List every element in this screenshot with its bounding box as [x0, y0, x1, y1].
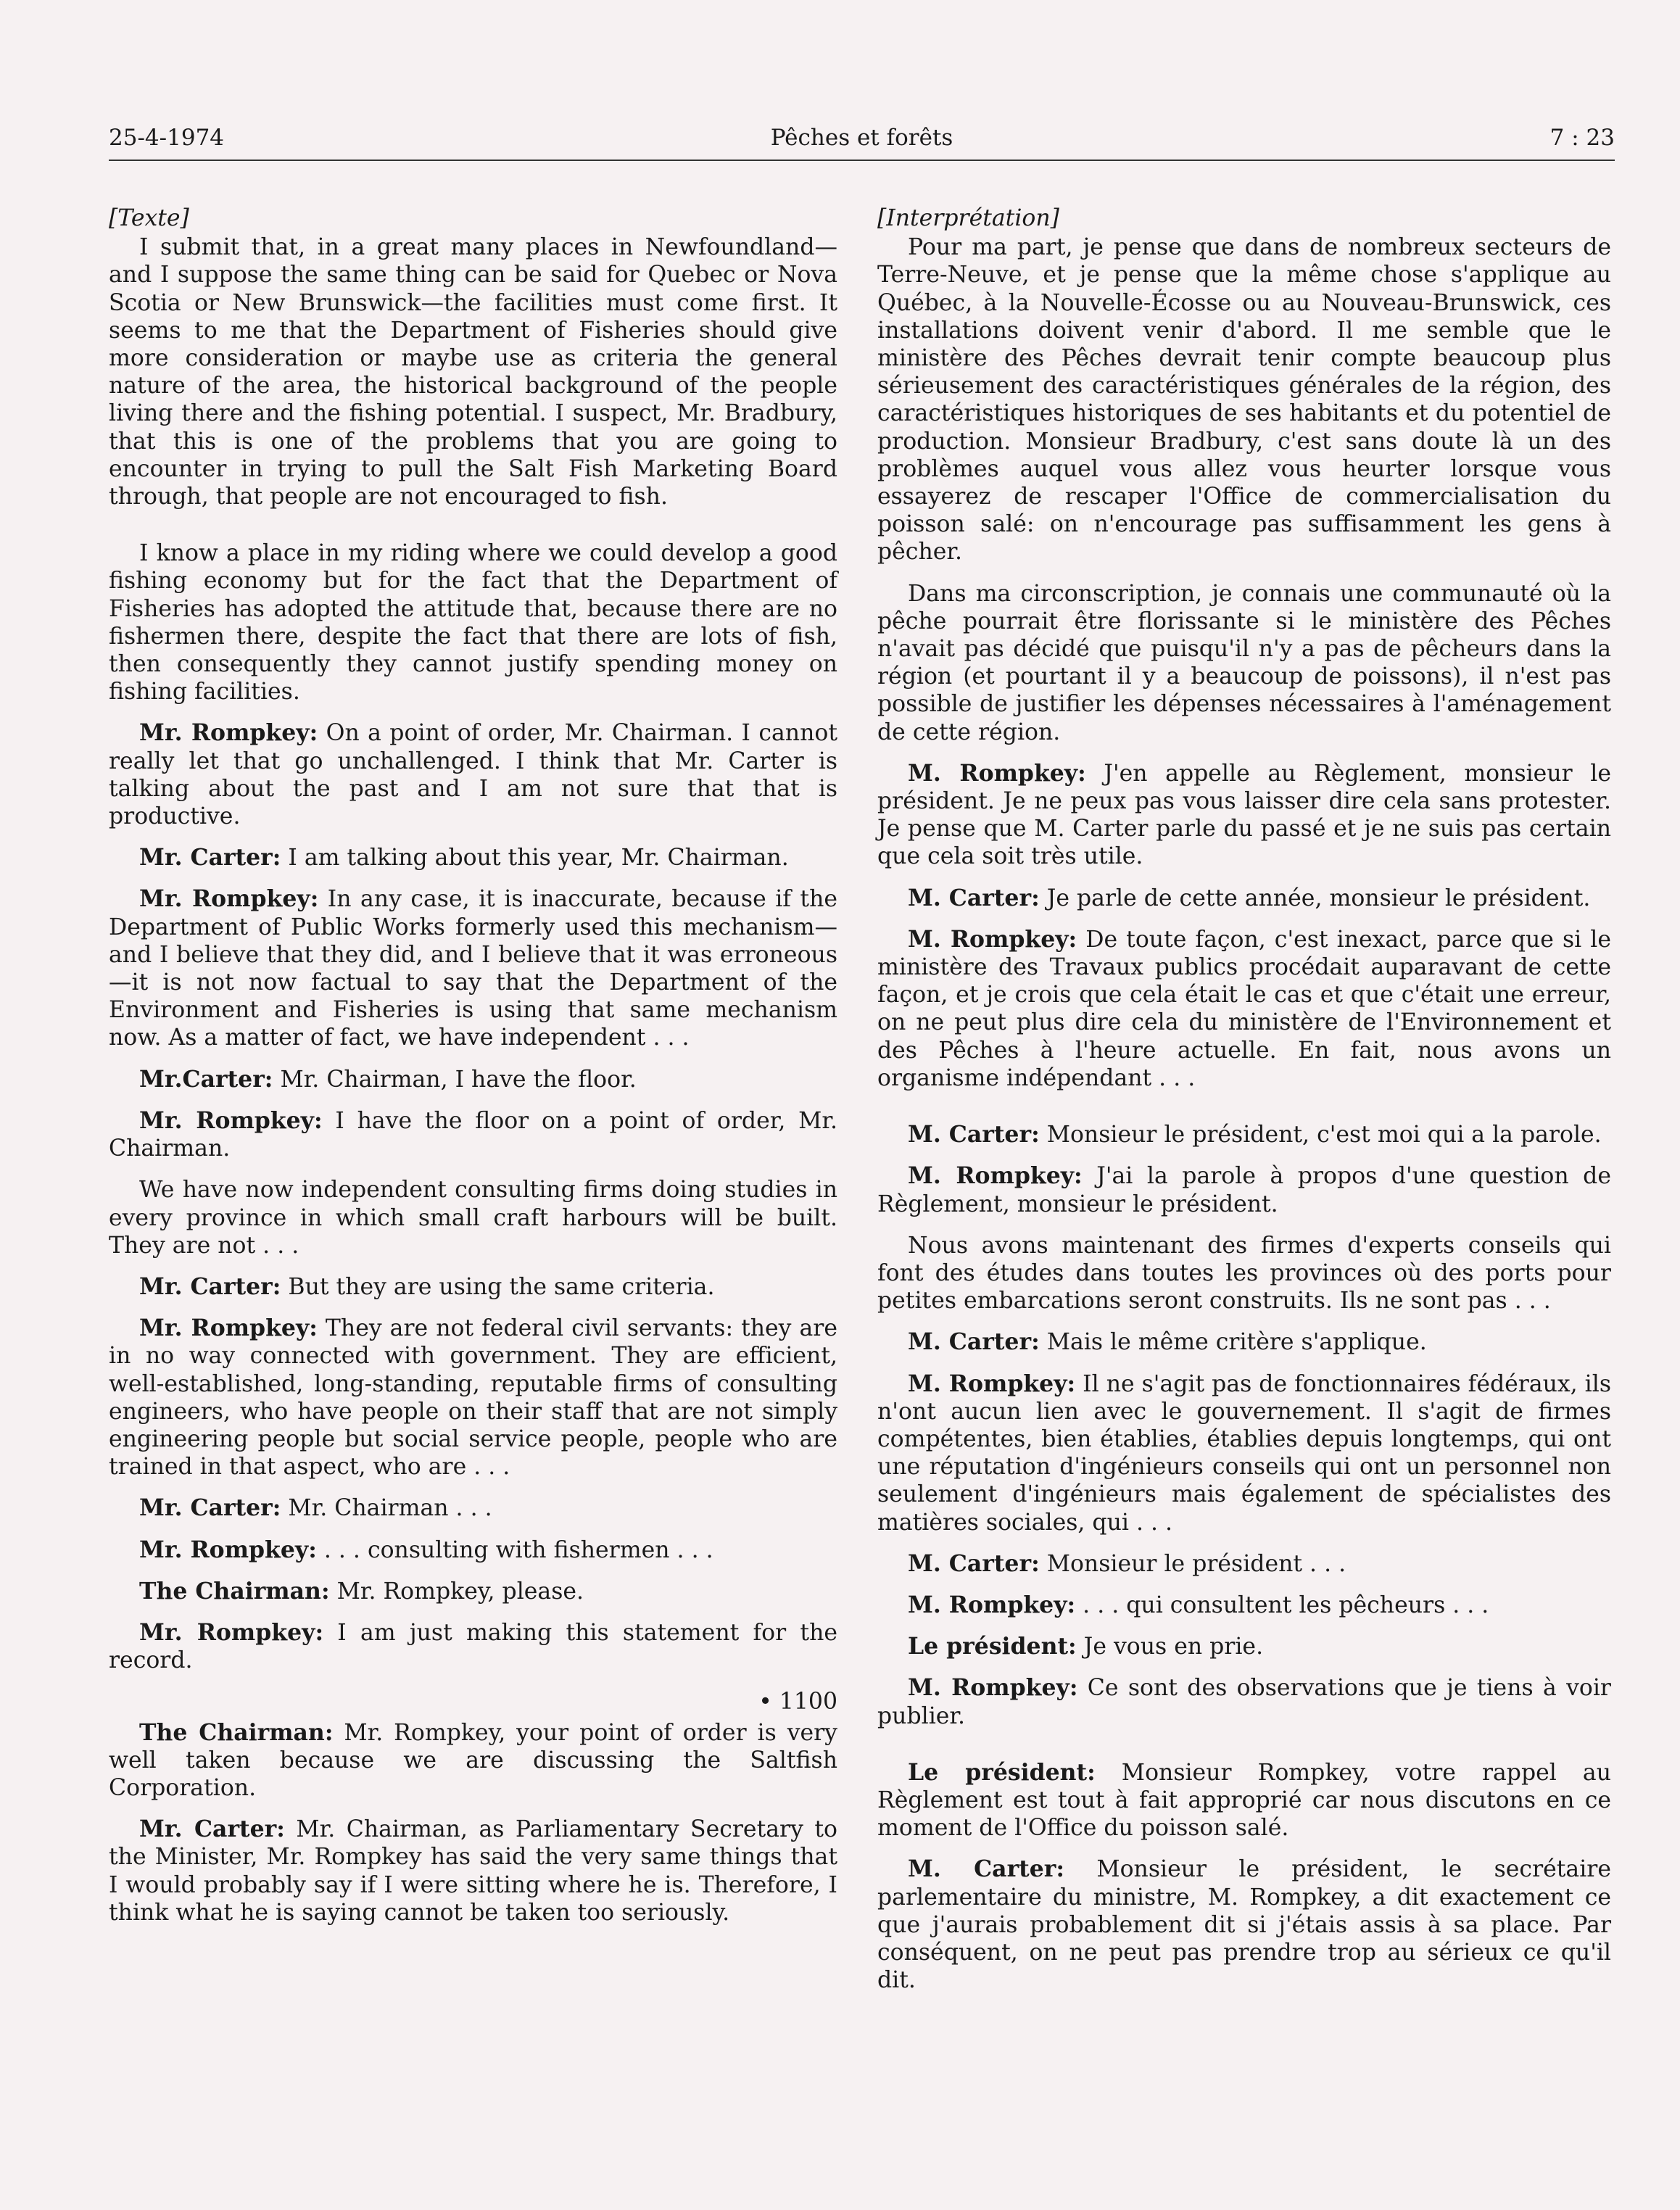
speech-text: But they are using the same criteria.: [281, 1273, 715, 1300]
speech: [877, 1328, 1611, 1356]
speech-text: Mais le même critère s'applique.: [1039, 1329, 1427, 1356]
speech: [877, 1674, 1611, 1729]
speech: [877, 1592, 1611, 1619]
speech: [877, 1370, 1611, 1536]
speech: [109, 1107, 837, 1162]
speech-text: Monsieur le président, le secrétaire parlementaire du ministre, M. Rompkey, a dit exactement ce que j'aurais probablement dit si j'étais assis à sa place. Par conséquent, on ne peut pas prendre trop au sérieux ce qu'il dit.: [877, 1856, 1611, 1994]
speech: [109, 1578, 837, 1605]
speech-text: Mr. Rompkey, please.: [329, 1578, 584, 1605]
speaker: M. Carter:: [908, 1549, 1040, 1577]
speech: [877, 1162, 1611, 1217]
speaker: Le président:: [908, 1633, 1077, 1660]
speech: [877, 760, 1611, 871]
speech: [877, 885, 1611, 912]
speech-text: Mr. Chairman . . .: [281, 1495, 492, 1522]
speaker: Mr. Rompkey:: [139, 1106, 323, 1134]
speech-text: Il ne s'agit pas de fonctionnaires fédéraux, ils n'ont aucun lien avec le gouvernement. Il s'agit de firmes compétentes, bien établies, établies depuis longtemps, qui ont une réputation d'ingénieurs conseils qui ont un personnel non seulement d'ingénieurs mais également de spécialistes des matières sociales, qui . . .: [877, 1370, 1611, 1536]
time-marker: • 1100: [758, 1689, 837, 1716]
speech: [109, 1066, 837, 1093]
speech: [877, 926, 1611, 1092]
speech: [877, 1550, 1611, 1578]
speaker: M. Carter:: [908, 1855, 1064, 1883]
speaker: M. Carter:: [908, 884, 1040, 911]
paragraph: I submit that, in a great many places in Newfoundland—and I suppose the same thing can be said for Quebec or Nova Scotia or New Brunswick—the facilities must come first. It seems to me that the Department of Fisheries should give more consideration or maybe use as criteria the general nature of the area, the historical background of the people living there and the fishing potential. I suspect, Mr. Bradbury, that this is one of the problems that you are going to encounter in trying to pull the Salt Fish Marketing Board through, that people are not encouraged to fish.: [109, 234, 837, 510]
speaker: Mr. Carter:: [139, 1494, 281, 1522]
speaker: M. Rompkey:: [908, 759, 1086, 787]
speech: [877, 1121, 1611, 1149]
paragraph: Pour ma part, je pense que dans de nombreux secteurs de Terre-Neuve, et je pense que la même chose s'applique au Québec, à la Nouvelle-Écosse ou au Nouveau-Brunswick, ces installations doivent venir d'abord. Il me semble que le ministère des Pêches devrait tenir compte beaucoup plus sérieusement des caractéristiques générales de la région, des caractéristiques historiques de ses habitants et du potentiel de production. Monsieur Bradbury, c'est sans doute là un des problèmes auquel vous allez vous heurter lorsque vous essayerez de rescaper l'Office de commercialisation du poisson salé: on n'encourage pas suffisamment les gens à pêcher.: [877, 234, 1611, 566]
speech-text: On a point of order, Mr. Chairman. I cannot really let that go unchallenged. I think that Mr. Carter is talking about the past and I am not sure that that is productive.: [109, 720, 837, 830]
header-title: Pêches et forêts: [770, 125, 953, 151]
speech: [109, 1273, 837, 1301]
speech-text: Monsieur le président, c'est moi qui a la parole.: [1039, 1122, 1602, 1149]
speech-text: De toute façon, c'est inexact, parce que si le ministère des Travaux publics procédait auparavant de cette façon, et je crois que cela était le cas et que c'était une erreur, on ne peut plus dire cela du ministère de l'Environnement et des Pêches à l'heure actuelle. En fait, nous avons un organisme indépendant . . .: [877, 926, 1611, 1091]
speech-text: . . . qui consultent les pêcheurs . . .: [1075, 1592, 1489, 1618]
speech: [109, 1494, 837, 1522]
paragraph: We have now independent consulting firms doing studies in every province in which small craft harbours will be built. They are not . . .: [109, 1177, 837, 1259]
paragraph: I know a place in my riding where we could develop a good fishing economy but for the fact that the Department of Fisheries has adopted the attitude that, because there are no fishermen there, despite the fact that there are lots of fish, then consequently they cannot justify spending money on fishing facilities.: [109, 540, 837, 705]
speech-text: J'en appelle au Règlement, monsieur le président. Je ne peux pas vous laisser dire cela sans protester. Je pense que M. Carter parle du passé et je ne suis pas certain que cela soit très utile.: [877, 760, 1611, 870]
speech: [109, 1619, 837, 1674]
speaker: Mr. Carter:: [139, 844, 281, 872]
paragraph: Dans ma circonscription, je connais une communauté où la pêche pourrait être florissante si le ministère des Pêches n'avait pas décidé que puisqu'il n'y a pas de pêcheurs dans la région (et pourtant il y a beaucoup de poissons), il n'est pas possible de justifier les dépenses nécessaires à l'aménagement de cette région.: [877, 580, 1611, 745]
speech: [109, 885, 837, 1051]
speaker: M. Rompkey:: [908, 1591, 1076, 1618]
speech-text: . . . consulting with fishermen . . .: [316, 1536, 713, 1563]
speech-text: In any case, it is inaccurate, because if the Department of Public Works formerly used this mechanism—and I believe that they did, and I believe that it was erroneous—it is not now factual to say that the Department of the Environment and Fisheries is using that same mechanism now. As a matter of fact, we have independent . . .: [109, 886, 837, 1051]
speech: [109, 844, 837, 872]
speaker: M. Carter:: [908, 1121, 1040, 1149]
speaker: M. Rompkey:: [908, 925, 1077, 953]
column-label: [Texte]: [109, 205, 189, 231]
speaker: M. Rompkey:: [908, 1370, 1076, 1397]
french-column: [877, 204, 1611, 2008]
speech: [877, 1855, 1611, 1994]
speech-text: I am just making this statement for the record.: [109, 1619, 837, 1674]
speech: [109, 1536, 837, 1564]
speech-text: Je parle de cette année, monsieur le président.: [1039, 885, 1591, 911]
speaker: Le président:: [908, 1758, 1096, 1786]
header-date: 25-4-1974: [109, 125, 225, 151]
speech-text: I have the floor on a point of order, Mr. Chairman.: [109, 1107, 837, 1162]
speaker: M. Rompkey:: [908, 1162, 1083, 1190]
speech-text: I am talking about this year, Mr. Chairman.: [281, 845, 789, 872]
speech-text: Mr. Chairman, I have the floor.: [273, 1066, 637, 1093]
header-page-number: 7 : 23: [1549, 125, 1615, 151]
speech-text: Je vous en prie.: [1076, 1634, 1264, 1660]
speech: [877, 1633, 1611, 1660]
page-header: [109, 125, 1615, 161]
speech-text: Mr. Chairman, as Parliamentary Secretary to the Minister, Mr. Rompkey has said the very same things that I would probably say if I were sitting where he is. Therefore, I think what he is saying cannot be taken too seriously.: [109, 1816, 837, 1926]
speaker: Mr. Rompkey:: [139, 1315, 318, 1342]
speech-text: Monsieur le président . . .: [1039, 1550, 1346, 1577]
speech-text: Mr. Rompkey, your point of order is very well taken because we are discussing the Saltfish Corporation.: [109, 1719, 837, 1801]
speech: [877, 1759, 1611, 1842]
speaker: Mr. Carter:: [139, 1816, 285, 1843]
paragraph: Nous avons maintenant des firmes d'experts conseils qui font des études dans toutes les provinces où des ports pour petites embarcations seront construits. Ils ne sont pas . . .: [877, 1232, 1611, 1315]
speaker: Mr.Carter:: [139, 1065, 273, 1093]
speech: [109, 1816, 837, 1926]
speech-text: J'ai la parole à propos d'une question de Règlement, monsieur le président.: [877, 1163, 1611, 1217]
speaker: M. Carter:: [908, 1328, 1040, 1356]
speaker: Mr. Rompkey:: [139, 1618, 324, 1646]
speaker: Mr. Rompkey:: [139, 1536, 317, 1563]
speaker: The Chairman:: [139, 1577, 330, 1605]
speaker: Mr. Rompkey:: [139, 719, 318, 747]
speech-text: They are not federal civil servants: they are in no way connected with government. They are efficient, well-established, long-standing, reputable firms of consulting engineers, who have people on their staff that are not simply engineering people but social service people, people who are trained in that aspect, who are . . .: [109, 1315, 837, 1481]
speech-text: Ce sont des observations que je tiens à voir publier.: [877, 1675, 1611, 1729]
speaker: Mr. Carter:: [139, 1272, 281, 1300]
speech: [109, 719, 837, 830]
english-column: [109, 204, 837, 1940]
speaker: Mr. Rompkey:: [139, 885, 319, 913]
speech-text: Monsieur Rompkey, votre rappel au Règlement est tout à fait approprié car nous discutons en ce moment de l'Office du poisson salé.: [877, 1759, 1611, 1842]
speech: [109, 1719, 837, 1803]
speaker: M. Rompkey:: [908, 1674, 1078, 1702]
speech: [109, 1315, 837, 1481]
column-label: [Interprétation]: [877, 205, 1059, 231]
speaker: The Chairman:: [139, 1718, 334, 1746]
